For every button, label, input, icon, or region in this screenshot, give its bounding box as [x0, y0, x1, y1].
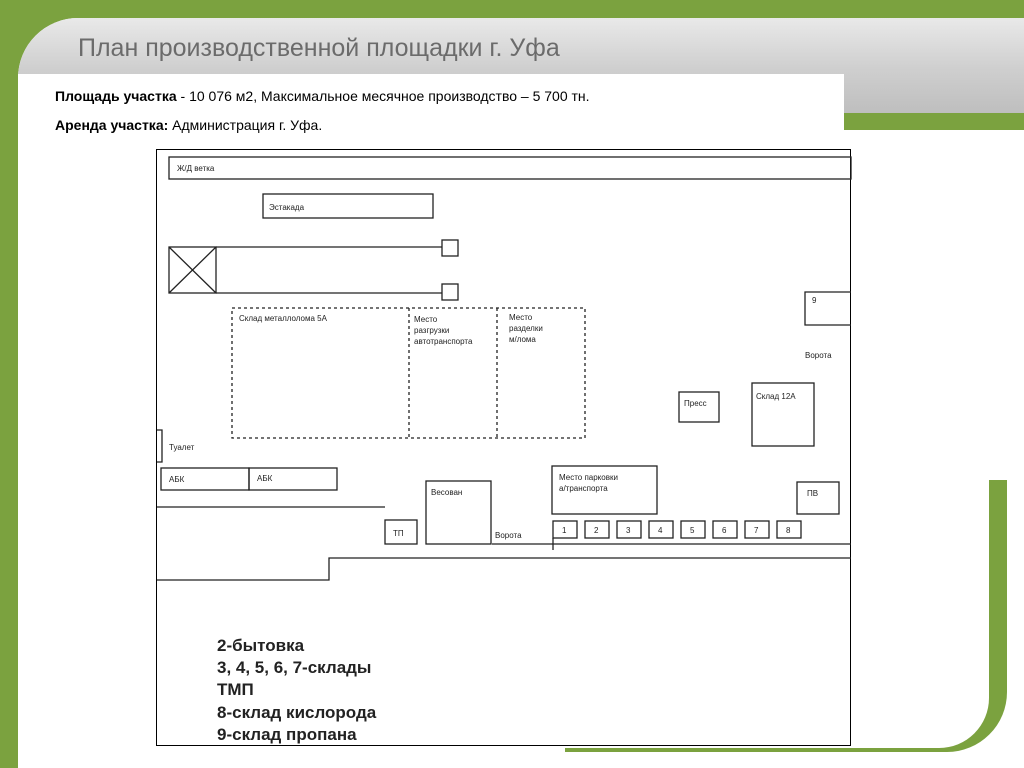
legend-line: ТМП	[217, 680, 254, 699]
lease-text: Администрация г. Уфа.	[168, 117, 323, 133]
rail-track	[169, 157, 851, 179]
info-panel	[18, 74, 844, 149]
scales-label: Весован	[431, 488, 463, 497]
slot-label: 6	[722, 526, 727, 535]
area-text: - 10 076 м2, Максимальное месячное производство – 5 700 тн.	[176, 88, 590, 104]
toilet-box	[157, 430, 162, 462]
slot-label: 5	[690, 526, 695, 535]
site-plan	[156, 149, 851, 746]
area-label: Площадь участка	[55, 88, 177, 104]
lease-label: Аренда участка:	[55, 117, 169, 133]
warehouse-12a-label: Склад 12А	[756, 392, 796, 401]
tp-label: ТП	[393, 529, 404, 538]
slots	[553, 521, 801, 538]
slot-label: 2	[594, 526, 599, 535]
page-title: План производственной площадки г. Уфа	[78, 34, 560, 62]
crane-block	[169, 240, 458, 300]
lease-line	[55, 117, 322, 133]
gate-bottom-label: Ворота	[495, 531, 522, 540]
press-label: Пресс	[684, 399, 707, 408]
site-plan-drawing	[157, 150, 852, 747]
gate-right-label: Ворота	[805, 351, 832, 360]
area-line	[55, 88, 590, 104]
unload-label-2: разгрузки	[414, 326, 450, 335]
legend-line: 3, 4, 5, 6, 7-склады	[217, 658, 372, 677]
unload-label-1: Место	[414, 315, 438, 324]
rail-label: Ж/Д ветка	[177, 164, 215, 173]
legend-line: 2-бытовка	[217, 636, 305, 655]
pv-box	[797, 482, 839, 514]
legend-line: 9-склад пропана	[217, 725, 357, 744]
cutting-label-1: Место	[509, 313, 533, 322]
abk-label-1: АБК	[169, 475, 185, 484]
legend-line: 8-склад кислорода	[217, 703, 377, 722]
propane-label: 9	[812, 296, 817, 305]
parking-label-2: а/транспорта	[559, 484, 608, 493]
toilet-label: Туалет	[169, 443, 195, 452]
cutting-label-2: разделки	[509, 324, 543, 333]
slot-labels	[562, 526, 791, 535]
slot-label: 1	[562, 526, 567, 535]
parking-label-1: Место парковки	[559, 473, 618, 482]
slot-label: 4	[658, 526, 663, 535]
abk-label-2: АБК	[257, 474, 273, 483]
scrap-label: Склад металлолома 5А	[239, 314, 327, 323]
slot-label: 8	[786, 526, 791, 535]
fence-line-lower	[157, 558, 851, 580]
legend	[217, 636, 377, 744]
decorative-strip	[844, 113, 1024, 130]
pv-label: ПВ	[807, 489, 819, 498]
unload-label-3: автотранспорта	[414, 337, 473, 346]
trestle-label: Эстакада	[269, 203, 305, 212]
cutting-label-3: м/лома	[509, 335, 536, 344]
slot-label: 7	[754, 526, 759, 535]
slot-label: 3	[626, 526, 631, 535]
